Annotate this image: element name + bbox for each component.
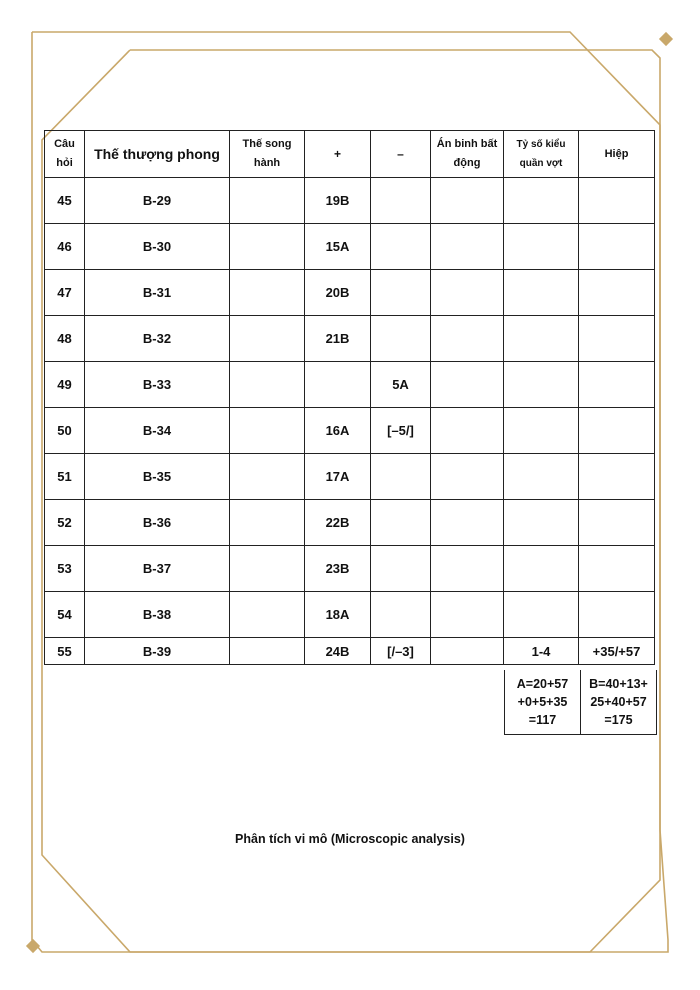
cell-parallel <box>230 408 305 454</box>
cell-parallel <box>230 638 305 665</box>
cell-standstill <box>431 500 504 546</box>
cell-standstill <box>431 454 504 500</box>
header-plus: + <box>305 131 371 178</box>
table-body <box>45 178 655 665</box>
table-row <box>45 500 655 546</box>
table-row <box>45 638 655 665</box>
table-row <box>45 546 655 592</box>
cell-plus: 20B <box>305 270 371 316</box>
cell-tennis-score <box>504 592 579 638</box>
cell-tennis-score <box>504 178 579 224</box>
cell-dominant: B-36 <box>85 500 230 546</box>
cell-dominant: B-33 <box>85 362 230 408</box>
summary-table <box>504 670 657 735</box>
cell-plus: 16A <box>305 408 371 454</box>
cell-minus: 5A <box>371 362 431 408</box>
table-row <box>45 316 655 362</box>
header-tennis-score: Tỷ số kiểu quần vợt <box>504 131 579 178</box>
cell-tennis-score <box>504 408 579 454</box>
cell-parallel <box>230 178 305 224</box>
cell-dominant: B-32 <box>85 316 230 362</box>
cell-standstill <box>431 408 504 454</box>
cell-standstill <box>431 224 504 270</box>
summary-b-total: B=40+13+ 25+40+57 =175 <box>581 670 657 735</box>
cell-plus: 18A <box>305 592 371 638</box>
header-parallel: Thế song hành <box>230 131 305 178</box>
cell-dominant: B-31 <box>85 270 230 316</box>
cell-round <box>579 408 655 454</box>
cell-tennis-score <box>504 500 579 546</box>
diamond-ornament-bottom-left <box>26 939 40 953</box>
header-question: Câu hỏi <box>45 131 85 178</box>
cell-round <box>579 270 655 316</box>
cell-tennis-score <box>504 316 579 362</box>
cell-parallel <box>230 592 305 638</box>
table-row <box>45 224 655 270</box>
cell-dominant: B-37 <box>85 546 230 592</box>
cell-dominant: B-30 <box>85 224 230 270</box>
cell-round <box>579 178 655 224</box>
cell-question: 55 <box>45 638 85 665</box>
cell-standstill <box>431 316 504 362</box>
cell-tennis-score <box>504 546 579 592</box>
summary-a-total: A=20+57 +0+5+35 =117 <box>505 670 581 735</box>
cell-question: 46 <box>45 224 85 270</box>
cell-standstill <box>431 178 504 224</box>
table-row <box>45 592 655 638</box>
cell-parallel <box>230 224 305 270</box>
cell-round <box>579 500 655 546</box>
header-round: Hiệp <box>579 131 655 178</box>
cell-plus: 24B <box>305 638 371 665</box>
cell-round: +35/+57 <box>579 638 655 665</box>
cell-dominant: B-39 <box>85 638 230 665</box>
cell-question: 49 <box>45 362 85 408</box>
cell-round <box>579 546 655 592</box>
table-row <box>45 178 655 224</box>
header-standstill: Án binh bất động <box>431 131 504 178</box>
cell-tennis-score <box>504 454 579 500</box>
cell-standstill <box>431 638 504 665</box>
table-row <box>45 454 655 500</box>
cell-round <box>579 454 655 500</box>
cell-minus <box>371 500 431 546</box>
cell-plus: 22B <box>305 500 371 546</box>
cell-question: 53 <box>45 546 85 592</box>
cell-tennis-score <box>504 224 579 270</box>
cell-minus <box>371 454 431 500</box>
cell-dominant: B-35 <box>85 454 230 500</box>
cell-parallel <box>230 546 305 592</box>
analysis-table <box>44 130 655 665</box>
table-row <box>45 270 655 316</box>
cell-question: 48 <box>45 316 85 362</box>
cell-question: 50 <box>45 408 85 454</box>
cell-minus <box>371 592 431 638</box>
header-dominant: Thế thượng phong <box>85 131 230 178</box>
cell-minus <box>371 316 431 362</box>
cell-round <box>579 592 655 638</box>
diamond-ornament-top-right <box>659 32 673 46</box>
cell-parallel <box>230 362 305 408</box>
cell-minus <box>371 546 431 592</box>
cell-minus <box>371 178 431 224</box>
cell-parallel <box>230 316 305 362</box>
header-minus: – <box>371 131 431 178</box>
cell-standstill <box>431 592 504 638</box>
cell-dominant: B-34 <box>85 408 230 454</box>
cell-dominant: B-29 <box>85 178 230 224</box>
cell-question: 51 <box>45 454 85 500</box>
table-header-row <box>45 131 655 178</box>
cell-question: 52 <box>45 500 85 546</box>
cell-standstill <box>431 362 504 408</box>
cell-question: 47 <box>45 270 85 316</box>
cell-minus: [–5/] <box>371 408 431 454</box>
cell-tennis-score: 1-4 <box>504 638 579 665</box>
cell-tennis-score <box>504 270 579 316</box>
cell-plus: 17A <box>305 454 371 500</box>
cell-minus <box>371 270 431 316</box>
cell-question: 54 <box>45 592 85 638</box>
cell-plus <box>305 362 371 408</box>
cell-parallel <box>230 270 305 316</box>
cell-question: 45 <box>45 178 85 224</box>
cell-parallel <box>230 500 305 546</box>
cell-round <box>579 316 655 362</box>
cell-round <box>579 224 655 270</box>
cell-dominant: B-38 <box>85 592 230 638</box>
table-row <box>45 362 655 408</box>
cell-standstill <box>431 546 504 592</box>
cell-round <box>579 362 655 408</box>
cell-plus: 23B <box>305 546 371 592</box>
cell-parallel <box>230 454 305 500</box>
cell-plus: 15A <box>305 224 371 270</box>
cell-plus: 19B <box>305 178 371 224</box>
cell-minus <box>371 224 431 270</box>
cell-tennis-score <box>504 362 579 408</box>
cell-standstill <box>431 270 504 316</box>
table-row <box>45 408 655 454</box>
cell-plus: 21B <box>305 316 371 362</box>
cell-minus: [/–3] <box>371 638 431 665</box>
page-caption: Phân tích vi mô (Microscopic analysis) <box>235 832 465 846</box>
